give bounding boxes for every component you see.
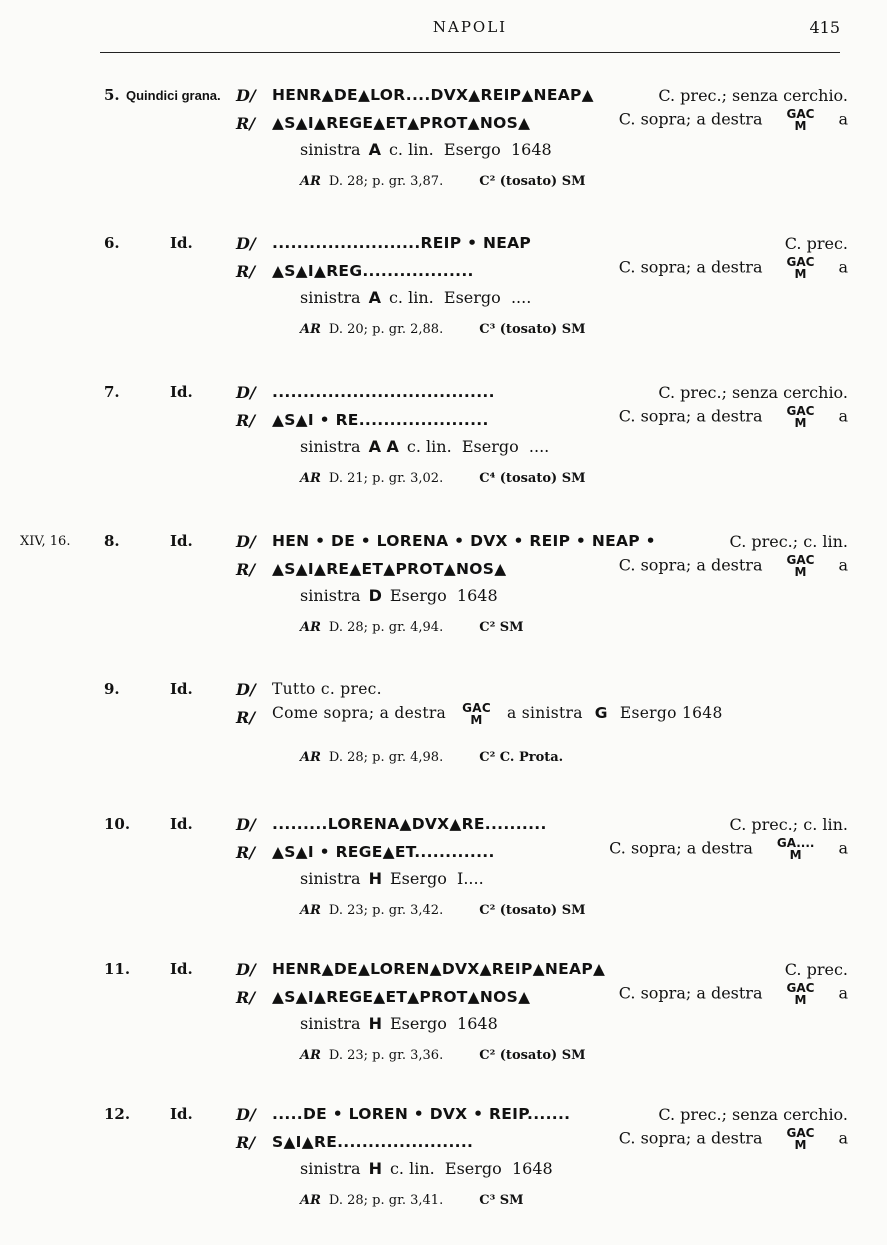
diameter-weight: D. 23; p. gr. 3,42. — [328, 903, 444, 918]
metal-symbol: AR — [300, 1048, 321, 1063]
diameter-weight: D. 28; p. gr. 3,41. — [328, 1193, 444, 1208]
collection-reference: C² (tosato) SM — [479, 174, 586, 189]
sinistra-label: sinistra — [300, 140, 361, 159]
measurements-line — [236, 1048, 848, 1072]
obverse-legend: .................................... — [272, 383, 495, 401]
obverse-text: Tutto c. prec. — [272, 680, 382, 698]
measurements — [300, 471, 586, 486]
continuation-text — [300, 1014, 498, 1033]
id-marker: Id. — [170, 680, 193, 698]
measurements-line — [236, 750, 848, 774]
entry-number: 8. — [104, 532, 120, 550]
diameter-weight: D. 28; p. gr. 3,87. — [328, 174, 444, 189]
reverse-desc-tail: a — [838, 257, 848, 277]
plate-reference: XIV, 16. — [20, 534, 71, 549]
catalogue-entry — [0, 383, 887, 523]
obverse-symbol: D/ — [236, 680, 256, 699]
continuation-text — [300, 586, 498, 605]
reverse-legend: ▲S▲I • REGE▲ET............. — [272, 843, 495, 861]
measurements — [300, 903, 586, 918]
mintmark-bottom: M — [794, 1138, 807, 1152]
mintmark-monogram — [787, 1127, 815, 1151]
obverse-description: C. prec.; senza cerchio. — [658, 383, 848, 402]
mintmark-monogram — [462, 702, 491, 726]
reverse-legend: ▲S▲I▲REG.................. — [272, 262, 474, 280]
reverse-symbol: R/ — [236, 262, 256, 281]
reverse-symbol: R/ — [236, 560, 256, 579]
exergue-text: c. lin. Esergo .... — [406, 437, 550, 456]
reverse-line — [236, 981, 848, 1012]
metal-symbol: AR — [300, 750, 321, 765]
reverse-symbol: R/ — [236, 1133, 256, 1152]
continuation-line — [236, 437, 848, 461]
mintmark-monogram — [787, 554, 815, 578]
collection-reference: C² C. Prota. — [479, 750, 564, 765]
obverse-description: C. prec.; senza cerchio. — [658, 86, 848, 105]
catalogue-entry — [0, 960, 887, 1100]
metal-symbol: AR — [300, 471, 321, 486]
mintmark-top: GA.... — [776, 836, 815, 850]
reverse-desc-tail: a — [838, 406, 848, 426]
mintmark-monogram — [787, 405, 815, 429]
reverse-desc-text: C. sopra; a destra — [618, 109, 763, 129]
reverse-line — [236, 553, 848, 584]
reverse-description — [619, 108, 848, 132]
reverse-desc-text: C. sopra; a destra — [609, 838, 753, 858]
reverse-text — [272, 702, 723, 726]
obverse-symbol: D/ — [236, 1105, 256, 1124]
measurements-line — [236, 471, 848, 495]
measurements — [300, 322, 586, 337]
continuation-line — [236, 288, 848, 312]
measurements-line — [236, 322, 848, 346]
reverse-line — [236, 404, 848, 435]
continuation-text — [300, 869, 484, 888]
mintmark-top: GAC — [786, 1126, 815, 1140]
obverse-legend: HENR▲DE▲LOREN▲DVX▲REIP▲NEAP▲ — [272, 960, 606, 978]
reverse-symbol: R/ — [236, 411, 256, 430]
measurements — [300, 174, 586, 189]
measurements-line — [236, 1193, 848, 1217]
id-marker: Id. — [170, 960, 193, 978]
mintmark-monogram — [777, 837, 815, 861]
obverse-line — [236, 383, 848, 407]
reverse-symbol: R/ — [236, 708, 256, 727]
reverse-desc-text: C. sopra; a destra — [618, 1128, 763, 1148]
obverse-legend: HENR▲DE▲LOR....DVX▲REIP▲NEAP▲ — [272, 86, 594, 104]
catalogue-entry — [0, 815, 887, 955]
mintmark-bottom: M — [794, 993, 807, 1007]
catalogue-entry — [0, 234, 887, 374]
obverse-symbol: D/ — [236, 86, 256, 105]
reverse-desc-text: C. sopra; a destra — [618, 406, 763, 426]
diameter-weight: D. 20; p. gr. 2,88. — [328, 322, 444, 337]
catalogue-entry — [0, 680, 887, 820]
continuation-line — [236, 1159, 848, 1183]
running-title: NAPOLI — [432, 18, 508, 36]
exergue-text: Esergo 1648 — [389, 586, 498, 605]
page-header — [100, 18, 840, 44]
reverse-description — [619, 1127, 848, 1151]
entry-number: 11. — [104, 960, 131, 978]
mintmark-monogram — [787, 108, 815, 132]
reverse-description — [619, 256, 848, 280]
exergue-text: c. lin. Esergo 1648 — [388, 140, 552, 159]
reverse-line — [236, 1126, 848, 1157]
obverse-symbol: D/ — [236, 960, 256, 979]
obverse-legend: .........LORENA▲DVX▲RE.......... — [272, 815, 547, 833]
mintmark-top: GAC — [786, 107, 815, 121]
id-marker: Id. — [170, 383, 193, 401]
mintmark-top: GAC — [786, 981, 815, 995]
mintmark-bottom: M — [470, 713, 483, 727]
reverse-line — [236, 701, 848, 732]
reverse-desc-text: C. sopra; a destra — [618, 257, 763, 277]
mintmark-monogram — [787, 256, 815, 280]
continuation-text — [300, 288, 531, 307]
reverse-legend: ▲S▲I▲REGE▲ET▲PROT▲NOS▲ — [272, 988, 531, 1006]
mint-letter: A — [368, 288, 381, 307]
obverse-line — [236, 532, 848, 556]
reverse-description — [619, 554, 848, 578]
obverse-symbol: D/ — [236, 815, 256, 834]
obverse-description: C. prec.; c. lin. — [729, 532, 848, 551]
continuation-line — [236, 586, 848, 610]
sinistra-label: sinistra — [300, 288, 361, 307]
continuation-line — [236, 1014, 848, 1038]
obverse-symbol: D/ — [236, 383, 256, 402]
measurements-line — [236, 174, 848, 198]
reverse-legend: S▲I▲RE...................... — [272, 1133, 474, 1151]
mintmark-top: GAC — [786, 255, 815, 269]
sinistra-label: sinistra — [300, 1014, 361, 1033]
reverse-legend: ▲S▲I • RE..................... — [272, 411, 489, 429]
diameter-weight: D. 28; p. gr. 4,94. — [328, 620, 444, 635]
diameter-weight: D. 23; p. gr. 3,36. — [328, 1048, 444, 1063]
id-marker: Id. — [170, 815, 193, 833]
sinistra-label: sinistra — [300, 869, 361, 888]
obverse-legend: HEN • DE • LORENA • DVX • REIP • NEAP • — [272, 532, 656, 550]
continuation-line — [236, 869, 848, 893]
exergue-text: Esergo 1648 — [389, 1014, 498, 1033]
obverse-symbol: D/ — [236, 234, 256, 253]
obverse-description: C. prec.; senza cerchio. — [658, 1105, 848, 1124]
mintmark-bottom: M — [789, 848, 802, 862]
collection-reference: C³ (tosato) SM — [479, 322, 586, 337]
reverse-line — [236, 107, 848, 138]
obverse-line — [236, 815, 848, 839]
id-marker: Id. — [170, 532, 193, 550]
continuation-text — [300, 140, 552, 159]
measurements — [300, 1048, 586, 1063]
measurements — [300, 620, 524, 635]
metal-symbol: AR — [300, 903, 321, 918]
measurements — [300, 1193, 524, 1208]
header-rule — [100, 52, 840, 53]
continuation-text — [300, 437, 549, 456]
exergue-text: c. lin. Esergo 1648 — [389, 1159, 553, 1178]
page-number: 415 — [809, 18, 840, 37]
mintmark-bottom: M — [794, 416, 807, 430]
obverse-line — [236, 1105, 848, 1129]
mint-letter: A — [368, 140, 381, 159]
mint-letter: H — [368, 869, 382, 888]
measurements — [300, 750, 563, 765]
entry-number: 6. — [104, 234, 120, 252]
mintmark-bottom: M — [794, 565, 807, 579]
sinistra-label: sinistra — [300, 1159, 361, 1178]
mint-letter: G — [594, 704, 608, 722]
reverse-description — [619, 982, 848, 1006]
metal-symbol: AR — [300, 1193, 321, 1208]
mintmark-bottom: M — [794, 119, 807, 133]
reverse-text-b: a sinistra — [506, 704, 583, 722]
entry-number: 12. — [104, 1105, 131, 1123]
obverse-line — [236, 680, 848, 704]
reverse-symbol: R/ — [236, 988, 256, 1007]
entry-number: 7. — [104, 383, 120, 401]
reverse-symbol: R/ — [236, 843, 256, 862]
obverse-legend: ........................REIP • NEAP — [272, 234, 532, 252]
catalogue-entry — [0, 86, 887, 226]
reverse-description — [609, 837, 848, 861]
obverse-description: C. prec. — [784, 234, 848, 253]
continuation-line — [236, 140, 848, 164]
reverse-line — [236, 255, 848, 286]
catalogue-entry — [0, 532, 887, 672]
reverse-desc-tail: a — [838, 109, 848, 129]
mint-letter: A A — [368, 437, 399, 456]
reverse-legend: ▲S▲I▲RE▲ET▲PROT▲NOS▲ — [272, 560, 507, 578]
diameter-weight: D. 28; p. gr. 4,98. — [328, 750, 444, 765]
mintmark-top: GAC — [462, 701, 491, 715]
obverse-line — [236, 86, 848, 110]
mint-letter: H — [368, 1014, 382, 1033]
reverse-symbol: R/ — [236, 114, 256, 133]
mintmark-bottom: M — [794, 267, 807, 281]
id-marker: Id. — [170, 1105, 193, 1123]
obverse-description: C. prec.; c. lin. — [729, 815, 848, 834]
catalogue-entry — [0, 1105, 887, 1245]
exergue-text: c. lin. Esergo .... — [388, 288, 532, 307]
entry-number: 9. — [104, 680, 120, 698]
obverse-legend: .....DE • LOREN • DVX • REIP....... — [272, 1105, 571, 1123]
measurements-line — [236, 620, 848, 644]
reverse-desc-text: C. sopra; a destra — [618, 555, 763, 575]
obverse-line — [236, 960, 848, 984]
reverse-description — [619, 405, 848, 429]
reverse-line — [236, 836, 848, 867]
collection-reference: C⁴ (tosato) SM — [479, 471, 586, 486]
obverse-symbol: D/ — [236, 532, 256, 551]
reverse-desc-tail: a — [838, 555, 848, 575]
reverse-desc-tail: a — [838, 983, 848, 1003]
reverse-text-c: Esergo 1648 — [619, 704, 723, 722]
entry-number: 10. — [104, 815, 131, 833]
sinistra-label: sinistra — [300, 586, 361, 605]
entry-number: 5. — [104, 86, 120, 104]
continuation-text — [300, 1159, 553, 1178]
obverse-description: C. prec. — [784, 960, 848, 979]
denomination: Quindici grana. — [126, 88, 221, 103]
metal-symbol: AR — [300, 620, 321, 635]
reverse-desc-tail: a — [838, 1128, 848, 1148]
collection-reference: C² SM — [479, 620, 524, 635]
mint-letter: H — [368, 1159, 382, 1178]
collection-reference: C² (tosato) SM — [479, 1048, 586, 1063]
mint-letter: D — [368, 586, 382, 605]
reverse-text-a: Come sopra; a destra — [272, 704, 447, 722]
diameter-weight: D. 21; p. gr. 3,02. — [328, 471, 444, 486]
collection-reference: C² (tosato) SM — [479, 903, 586, 918]
reverse-legend: ▲S▲I▲REGE▲ET▲PROT▲NOS▲ — [272, 114, 531, 132]
mintmark-top: GAC — [786, 404, 815, 418]
metal-symbol: AR — [300, 174, 321, 189]
reverse-desc-text: C. sopra; a destra — [618, 983, 763, 1003]
obverse-line — [236, 234, 848, 258]
metal-symbol: AR — [300, 322, 321, 337]
exergue-text: Esergo I.... — [389, 869, 484, 888]
collection-reference: C³ SM — [479, 1193, 524, 1208]
measurements-line — [236, 903, 848, 927]
mintmark-top: GAC — [786, 553, 815, 567]
id-marker: Id. — [170, 234, 193, 252]
reverse-desc-tail: a — [838, 838, 848, 858]
sinistra-label: sinistra — [300, 437, 361, 456]
mintmark-monogram — [787, 982, 815, 1006]
